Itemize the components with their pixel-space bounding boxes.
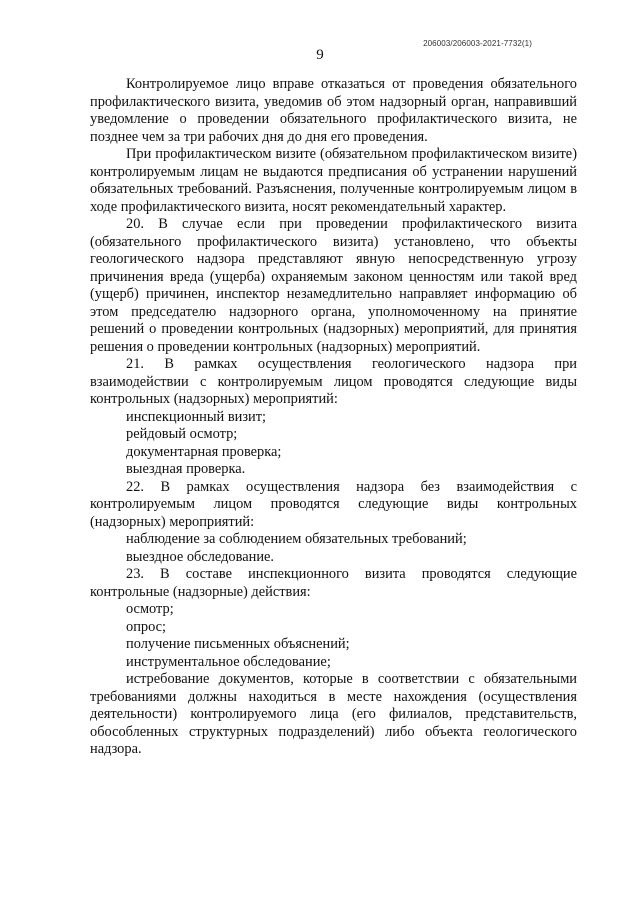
list-item: осмотр; xyxy=(126,601,174,617)
list-item: выездная проверка. xyxy=(126,461,246,477)
page-number: 9 xyxy=(316,47,324,63)
list-item: рейдовый осмотр; xyxy=(126,426,238,442)
list-item: получение письменных объяснений; xyxy=(126,636,350,652)
list-item: инструментальное обследование; xyxy=(126,653,331,670)
list-item: опрос; xyxy=(126,618,167,635)
list-item: инспекционный визит; xyxy=(126,408,267,425)
paragraph-20: 20. В случае если при проведении профилактического визита (обязательного профилактического визита) установлено, что объекты геологического надзора представляют явную непосредственную угрозу причинения вреда (ущерба) охраняемым законом ценностям или такой вред (ущерб) причинен, инспектор незамедлительно направляет информацию об этом председателю надзорного органа, уполномоченному на принятие решений о проведении контрольных (надзорных) мероприятий, для принятия решения о проведении контрольных (надзорных) мероприятий. xyxy=(90,216,577,355)
document-body xyxy=(90,76,577,759)
paragraph-no-orders: При профилактическом визите (обязательном профилактическом визите) контролируемым лицам не выдаются предписания об устранении нарушений обязательных требований. Разъяснения, полученные контролируемым лицом в ходе профилактического визита, носят рекомендательный характер. xyxy=(90,146,577,215)
paragraph-22: 22. В рамках осуществления надзора без взаимодействия с контролируемым лицом проводятся следующие виды контрольных (надзорных) мероприятий: xyxy=(90,478,577,530)
list-item: выездное обследование. xyxy=(126,548,275,565)
list-item: документарная проверка; xyxy=(126,443,282,460)
list-item-documents: истребование документов, которые в соответствии с обязательными требованиями должны находиться в месте нахождения (осуществления деятельности) контролируемого лица (его филиалов, представительств, обособленных структурных подразделений) либо объекта геологического надзора. xyxy=(90,671,577,757)
document-id: 206003/206003-2021-7732(1) xyxy=(423,39,532,48)
paragraph-23: 23. В составе инспекционного визита проводятся следующие контрольные (надзорные) действия: xyxy=(90,566,577,600)
paragraph-refusal: Контролируемое лицо вправе отказаться от проведения обязательного профилактического визита, уведомив об этом надзорный орган, направивший уведомление о проведении обязательного профилактического визита, не позднее чем за три рабочих дня до дня его проведения. xyxy=(90,76,577,145)
paragraph-21: 21. В рамках осуществления геологического надзора при взаимодействии с контролируемым лицом проводятся следующие виды контрольных (надзорных) мероприятий: xyxy=(90,356,577,407)
list-item: наблюдение за соблюдением обязательных требований; xyxy=(126,531,467,547)
